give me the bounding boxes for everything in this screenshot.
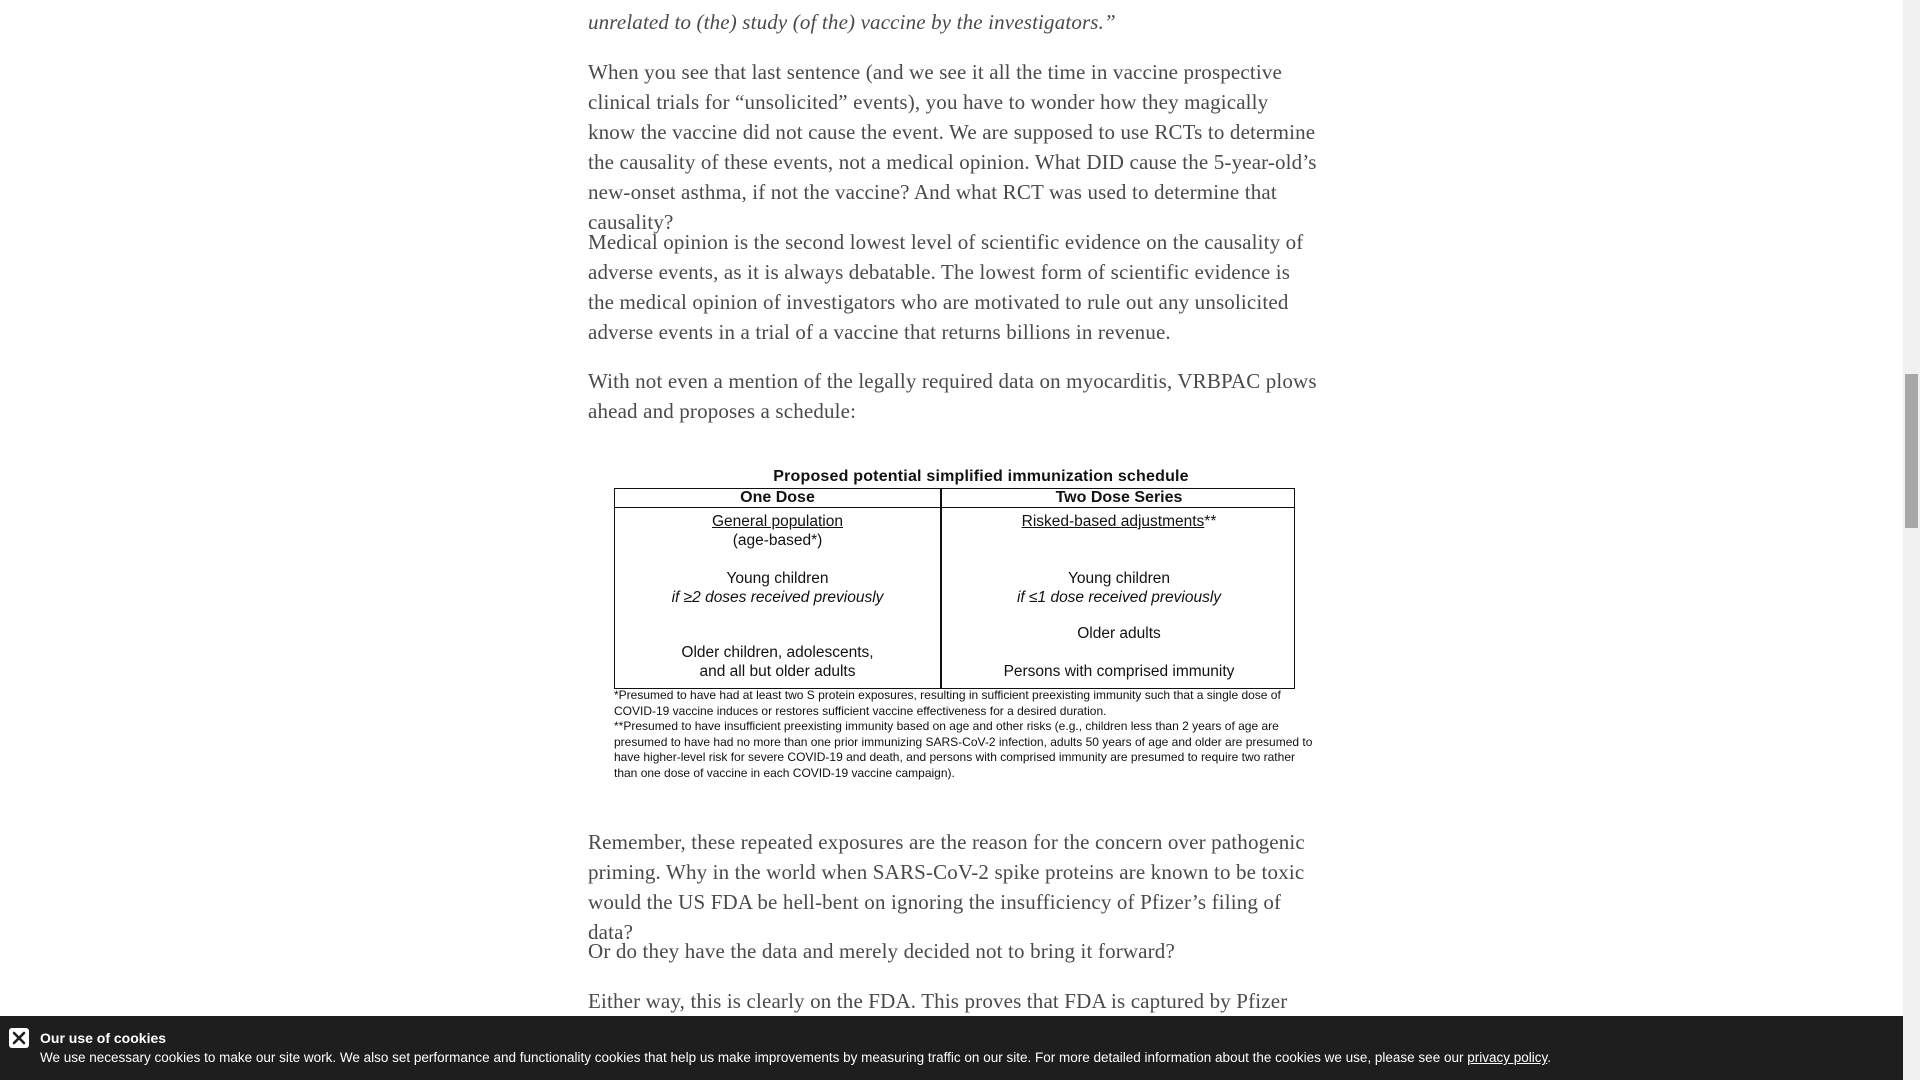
figure-footnotes [614,688,1314,781]
cookie-text [40,1049,1551,1067]
left-heading: General population [712,513,843,530]
quote-tail: unrelated to (the) study (of the) vaccine by the investigators.” [588,10,1116,34]
right-group-older-adults: Older adults [1077,625,1161,642]
footnote: **Presumed to have insufficient preexisting immunity based on age and other risks (e.g., children less than 2 years of age are presumed to have had no more than one prior immunizing SARS-CoV-2 infection, adults 50 years of age and older are presumed to have higher-level risk for severe COVID-19 and death, and persons with comprised immunity are presumed to require two rather than one dose of vaccine in each COVID-19 vaccine campaign). [614,719,1313,780]
left-group-older-line2: and all but older adults [699,663,856,680]
footnote: *Presumed to have had at least two S protein exposures, resulting in sufficient preexisting immunity such that a single dose of COVID-19 vaccine induces or restores sufficient vaccine effectiveness for a desired duration. [614,688,1281,718]
scrollbar[interactable] [1903,0,1920,1080]
cookie-description: We use necessary cookies to make our site work. We also set performance and functionality cookies that help us make improvements by measuring traffic on our site. For more detailed information about the cookies we use, please see our [40,1050,1468,1065]
cookie-banner [0,1016,1903,1080]
right-group-young-children: Young children [1068,570,1170,587]
right-heading-text: Risked-based adjustments [1021,513,1205,530]
left-group-young-children: Young children [726,570,829,587]
left-heading-sub: (age-based*) [732,532,823,549]
paragraph: Medical opinion is the second lowest level of scientific evidence on the causality of adverse events, as it is always debatable. The lowest form of scientific evidence is the medical opinion of investigators who are motivated to rule out any unsolicited adverse events in a trial of a vaccine that returns billions in revenue. [588,230,1304,344]
close-icon[interactable] [9,1028,29,1048]
paragraph: Or do they have the data and merely decided not to bring it forward? [588,939,1175,963]
cookie-text-end: . [1547,1050,1552,1065]
right-group-comprised-immunity: Persons with comprised immunity [1003,663,1235,680]
schedule-table [614,488,1295,689]
paragraph: When you see that last sentence (and we see it all the time in vaccine prospective clinical trials for “unsolicited” events), you have to wonder how they magically know the vaccine did not cause the event. We are supposed to use RCTs to determine the causality of these events, not a medical opinion. What DID cause the 5-year-old’s new-onset asthma, if not the vaccine? And what RCT was used to determine that causality? [588,60,1317,234]
cookie-title: Our use of cookies [40,1030,167,1046]
paragraph: Either way, this is clearly on the FDA. This proves that FDA is captured by Pfizer [588,989,1288,1013]
table-header-row [615,489,1294,508]
figure-title: Proposed potential simplified immunization schedule [773,468,1189,485]
immunization-schedule-figure [614,466,1314,786]
paragraph: With not even a mention of the legally required data on myocarditis, VRBPAC plows ahead and proposes a schedule: [588,369,1317,423]
right-group-young-children-note: if ≤1 dose received previously [1016,589,1222,606]
column-header-two-dose: Two Dose Series [1055,489,1183,506]
column-header-one-dose: One Dose [740,489,815,506]
privacy-policy-link[interactable]: privacy policy [1467,1050,1548,1065]
paragraph: Remember, these repeated exposures are the reason for the concern over pathogenic priming. Why in the world when SARS-CoV-2 spike proteins are known to be toxic would the US FDA be hell-bent on ignoring the insufficiency of Pfizer’s filing of data? [588,830,1305,944]
left-group-young-children-note: if ≥2 doses received previously [671,589,884,606]
right-heading [942,512,1296,531]
right-heading-mark: ** [1204,513,1217,530]
scrollbar-thumb[interactable] [1905,374,1918,528]
left-group-older: Older children, adolescents, [681,644,874,661]
